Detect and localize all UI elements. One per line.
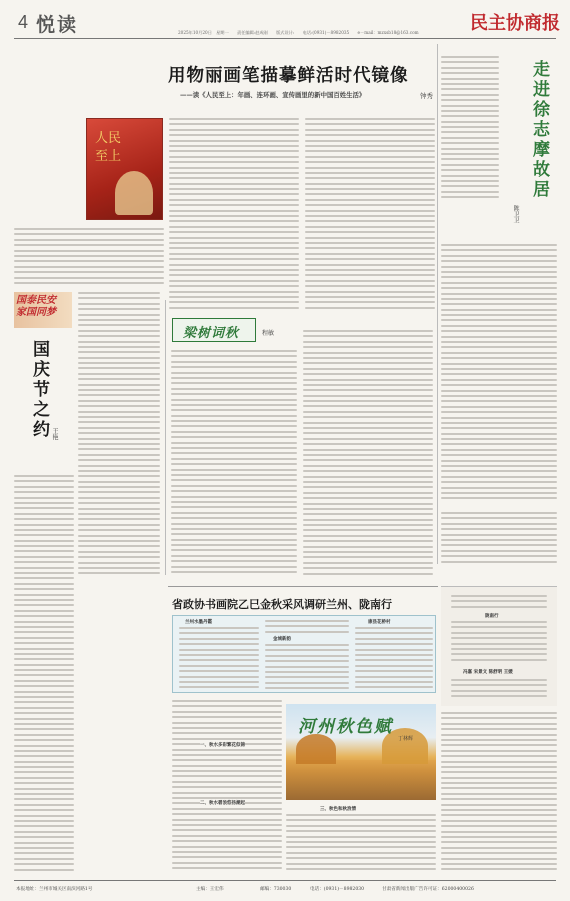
lead-author: 钟秀 — [420, 92, 433, 100]
left-banner-image: 国泰民安 家国同梦 — [14, 292, 72, 328]
middle-body-col1 — [171, 350, 297, 582]
footer-postcode: 邮编：730030 — [260, 887, 292, 892]
footer-divider — [14, 880, 556, 881]
right-column-title: 走进徐志摩故居 — [529, 60, 549, 200]
footer-address: 本报地址：兰州市城关区南滨河路1号 — [16, 887, 93, 892]
footer-editor: 主编：王宏伟 — [196, 887, 224, 892]
lead-body-col2 — [169, 118, 299, 314]
header-meta: 2025年10月20日 星期一 责任编辑:赵成刚 版式设计: 电话:(0931)－8982035 e－mail：mzxsb18@163.com — [178, 30, 419, 35]
paper-name: 民主协商报 — [470, 13, 560, 34]
right-column-divider — [437, 44, 438, 564]
middle-title-box — [172, 318, 256, 342]
notice-title: 省政协书画院乙巳金秋采风调研兰州、陇南行 — [172, 598, 392, 611]
page-header — [0, 0, 570, 40]
right-column-author: 陈卫卫 — [512, 205, 519, 223]
left-column-author: 王艳 — [51, 428, 58, 440]
autumn-sub-1: 一、秋水多彩繁花似锦 — [200, 743, 245, 748]
notice-grid — [172, 615, 436, 693]
notice-side-box — [441, 586, 557, 706]
lead-body-col3 — [305, 118, 435, 314]
section-divider — [168, 586, 438, 587]
autumn-body-col3 — [441, 712, 557, 875]
notice-cell-1-head: 兰州水墨丹霞 — [185, 620, 212, 625]
left-body — [14, 475, 74, 873]
lead-title: 用物丽画笔描摹鲜活时代镜像 — [168, 66, 409, 86]
page-number: 4 — [18, 12, 29, 32]
right-body-2 — [441, 512, 557, 570]
header-divider — [14, 38, 556, 39]
autumn-body-col1 — [172, 700, 282, 875]
footer-phone: 电话：(0931)－8982030 — [310, 887, 365, 892]
autumn-sub-2: 二、秋水碧浪悠扬潮起 — [200, 801, 245, 806]
autumn-body-col2 — [286, 814, 436, 875]
autumn-author: 丁林辉 — [398, 736, 414, 742]
lead-body-col1 — [14, 228, 164, 288]
lead-subtitle: ——读《人民至上：年画、连环画、宣传画里的新中国百姓生活》 — [180, 91, 366, 99]
right-intro-text — [441, 56, 499, 206]
middle-author: 程敏 — [262, 330, 275, 337]
left-body-2 — [78, 292, 160, 582]
left-column-title: 国庆节之约 — [29, 340, 49, 440]
footer-permit: 甘肃省新闻出版广告许可证：62000400026 — [382, 887, 474, 892]
right-body — [441, 244, 557, 504]
notice-side-head-1: 陇南行 — [485, 614, 499, 619]
notice-cell-3-head: 康县花桥村 — [368, 620, 391, 625]
lead-photo-poster: 人民 至上 — [86, 118, 163, 220]
section-label: 悦读 — [36, 14, 79, 36]
middle-body-col2 — [303, 330, 433, 582]
notice-cell-2-head: 金城新韵 — [273, 637, 291, 642]
autumn-sub-3: 三、秋色和秋浪情 — [320, 807, 356, 812]
left-column-divider — [165, 300, 166, 575]
notice-side-caption: 冯嘉 宋景文 陈舒明 王媛 — [463, 670, 513, 675]
middle-title: 梁树词秋 — [183, 326, 240, 341]
autumn-photo — [286, 704, 436, 800]
autumn-title: 河州秋色赋 — [298, 717, 393, 737]
